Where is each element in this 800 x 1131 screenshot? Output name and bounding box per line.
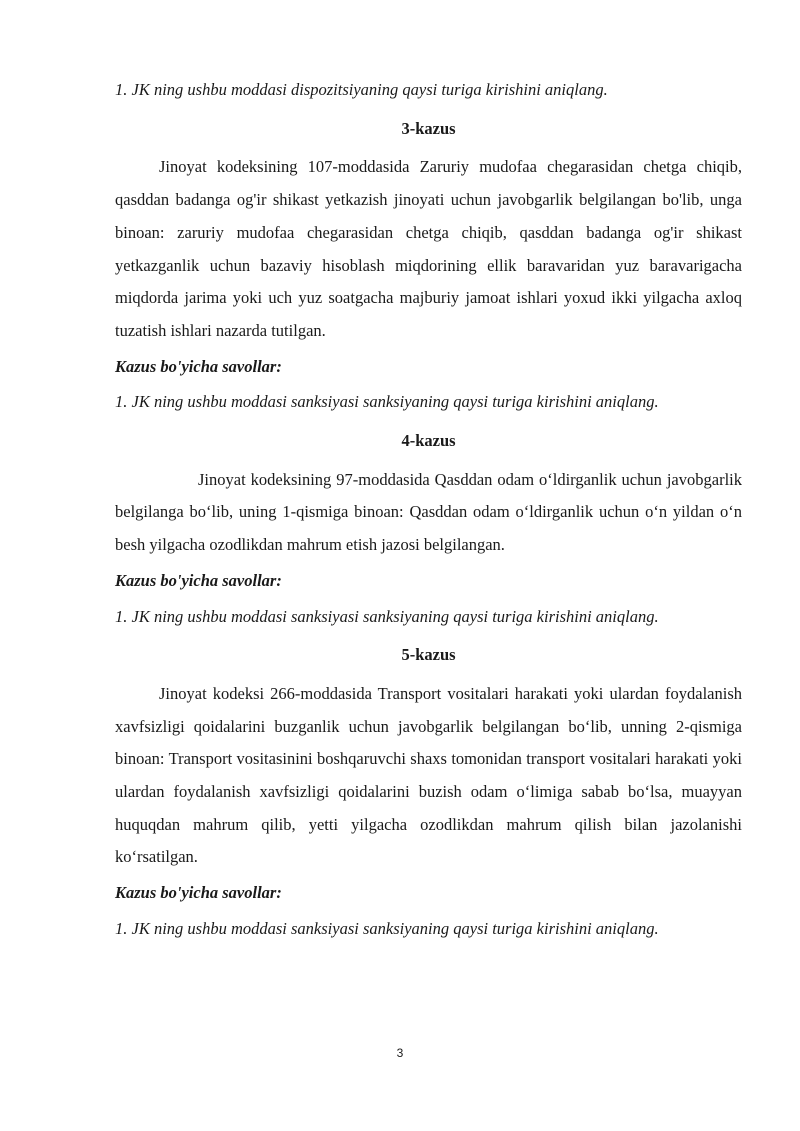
question-text: 1. JK ning ushbu moddasi sanksiyasi sanksiyaning qaysi turiga kirishini aniqlang. xyxy=(115,392,659,412)
case-heading: 5-kazus xyxy=(401,645,456,665)
question-text: 1. JK ning ushbu moddasi sanksiyasi sanksiyaning qaysi turiga kirishini aniqlang. xyxy=(115,606,659,626)
page-number: 3 xyxy=(396,1046,404,1060)
case-section-3 xyxy=(115,107,742,419)
question-text: 1. JK ning ushbu moddasi sanksiyasi sanksiyaning qaysi turiga kirishini aniqlang. xyxy=(115,918,659,938)
case-section-5 xyxy=(115,633,742,945)
case-paragraph: Jinoyat kodeksi 266-moddasida Transport vositalari harakati yoki ulardan foydalanish xavfsizligi qoidalarini buzganlik uchun javobgarlik belgilangan boʻlib, unning 2-qismiga binoan: Transport vositasinini boshqaruvchi shaxs tomonidan transport vositalari harakati yoki ulardan foydalanish xavfsizligi qoidalarini buzish odam oʻlimiga sabab boʻlsa, muayyan huquqdan mahrum qilib, yetti yilgacha ozodlikdan mahrum qilish bilan jazolanishi koʻrsatilgan. xyxy=(115,683,742,867)
case-section-4 xyxy=(115,419,742,633)
question-text: 1. JK ning ushbu moddasi dispozitsiyaning qaysi turiga kirishini aniqlang. xyxy=(115,80,608,99)
document-page xyxy=(115,74,742,946)
questions-label: Kazus bo'yicha savollar: xyxy=(115,570,282,590)
case-heading: 4-kazus xyxy=(401,431,456,451)
case-heading: 3-kazus xyxy=(401,118,456,138)
case-paragraph: Jinoyat kodeksining 97-moddasida Qasddan odam oʻldirganlik uchun javobgarlik belgilanga boʻlib, uning 1-qismiga binoan: Qasddan odam oʻldirganlik uchun oʻn yildan oʻn besh yilgacha ozodlikdan mahrum etish jazosi belgilangan. xyxy=(115,469,742,555)
questions-label: Kazus bo'yicha savollar: xyxy=(115,883,282,903)
questions-label: Kazus bo'yicha savollar: xyxy=(115,356,282,376)
case-paragraph: Jinoyat kodeksining 107-moddasida Zaruriy mudofaa chegarasidan chetga chiqib, qasddan badanga og'ir shikast yetkazish jinoyati uchun javobgarlik belgilangan bo'lib, unga binoan: zaruriy mudofaa chegarasidan chetga chiqib, qasddan badanga og'ir shikast yetkazganlik uchun bazaviy hisoblash miqdorining ellik baravaridan yuz baravarigacha miqdorda jarima yoki uch yuz soatgacha majburiy jamoat ishlari yoxud ikki yilgacha axloq tuzatish ishlari nazarda tutilgan. xyxy=(115,157,742,340)
